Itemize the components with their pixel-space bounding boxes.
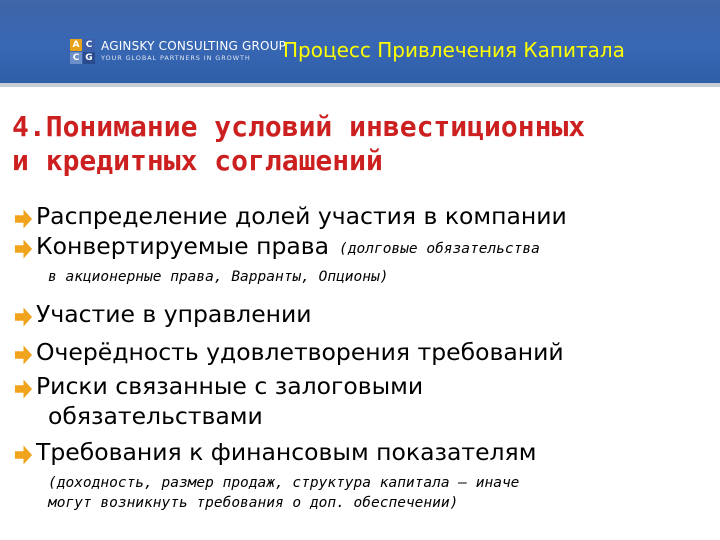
bullet-text: Участие в управлении	[36, 300, 312, 328]
logo-mark	[70, 39, 95, 64]
bullet-note: (долговые обязательства	[339, 241, 540, 257]
slide-header	[0, 0, 720, 83]
right-arrow-icon	[14, 207, 33, 231]
bullet-text: Распределение долей участия в компании	[36, 202, 567, 230]
bullet-text-continuation: обязательствами	[48, 402, 263, 430]
logo-letter: G	[83, 52, 95, 64]
bullet-item	[14, 302, 312, 329]
bullet-item	[14, 204, 567, 231]
logo-letter: A	[70, 39, 82, 51]
company-logo	[70, 34, 286, 68]
logo-tagline: YOUR GLOBAL PARTNERS IN GROWTH	[101, 54, 251, 62]
bullet-note-continuation: в акционерные права, Варранты, Опционы)	[48, 269, 389, 285]
header-title: Процесс Привлечения Капитала	[283, 38, 625, 62]
logo-letter: C	[83, 39, 95, 51]
bullet-text: Требования к финансовым показателям	[36, 438, 537, 466]
slide-title	[12, 110, 712, 178]
bullet-item	[14, 374, 423, 401]
right-arrow-icon	[14, 443, 33, 467]
bullet-item	[14, 340, 564, 367]
right-arrow-icon	[14, 237, 33, 261]
bullet-note-line-2: могут возникнуть требования о доп. обеспечении)	[48, 495, 459, 511]
bullet-text: Риски связанные с залоговыми	[36, 372, 424, 400]
header-divider	[0, 83, 720, 87]
right-arrow-icon	[14, 377, 33, 401]
slide-title-line-2: и кредитных соглашений	[12, 144, 383, 177]
bullet-item	[14, 440, 536, 467]
bullet-item	[14, 234, 540, 261]
slide-title-line-1: 4.Понимание условий инвестиционных	[12, 110, 586, 143]
logo-company-name: AGINSKY CONSULTING GROUP	[101, 39, 287, 53]
bullet-text: Очерёдность удовлетворения требований	[36, 338, 564, 366]
right-arrow-icon	[14, 343, 33, 367]
right-arrow-icon	[14, 305, 33, 329]
logo-letter: C	[70, 52, 82, 64]
logo-text	[101, 39, 286, 63]
bullet-text: Конвертируемые права	[36, 232, 330, 260]
bullet-note-line-1: (доходность, размер продаж, структура капитала – иначе	[48, 475, 520, 491]
